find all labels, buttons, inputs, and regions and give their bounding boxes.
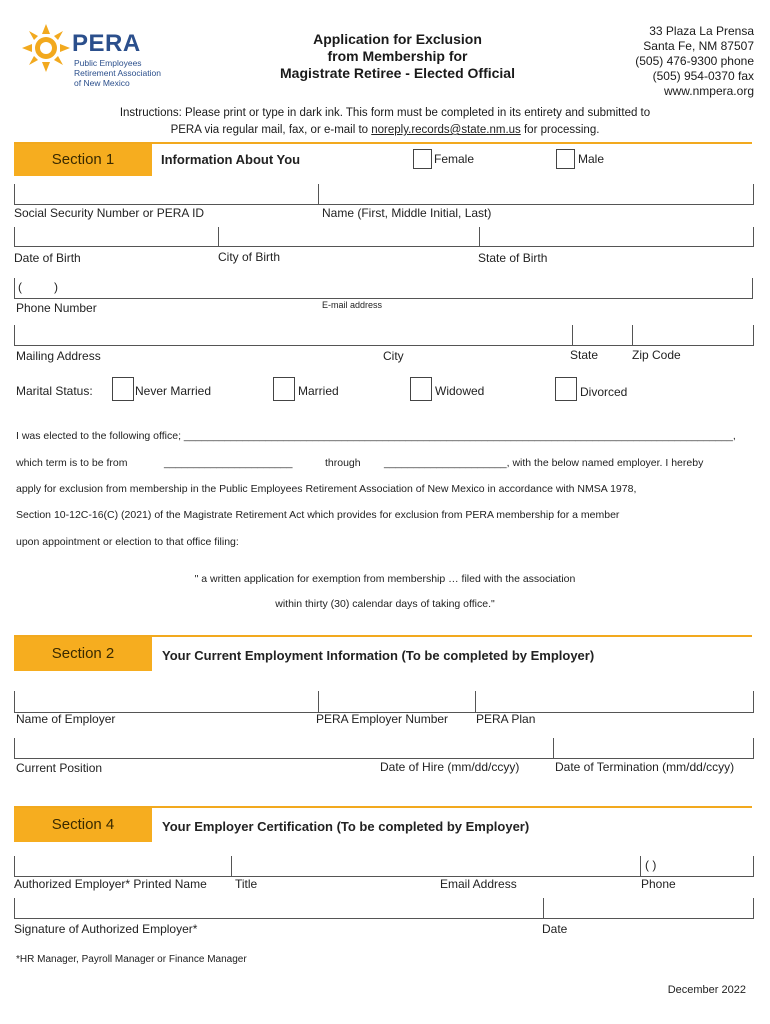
phone-paren-open: ( <box>18 280 22 294</box>
city-of-birth-field[interactable] <box>218 227 480 247</box>
employer-number-label: PERA Employer Number <box>316 712 449 726</box>
section-4-title: Your Employer Certification (To be completed by Employer) <box>162 819 530 834</box>
state-label: State <box>570 348 599 362</box>
address-phone: (505) 476-9300 phone <box>635 54 754 68</box>
signature-date-field[interactable] <box>543 898 754 919</box>
name-field[interactable] <box>318 184 754 205</box>
zip-label: Zip Code <box>632 348 681 362</box>
printed-name-label: Authorized Employer* Printed Name <box>14 877 207 891</box>
instructions <box>20 105 750 139</box>
instructions-line-2 <box>20 122 750 139</box>
state-of-birth-field[interactable] <box>479 227 754 247</box>
employer-name-field[interactable] <box>14 691 319 713</box>
signature-date-label: Date <box>542 922 568 936</box>
state-field[interactable] <box>572 325 633 346</box>
phone-label: Phone Number <box>16 301 97 315</box>
zip-field[interactable] <box>632 325 754 346</box>
current-position-label: Current Position <box>16 761 103 775</box>
section-2-title: Your Current Employment Information (To be completed by Employer) <box>162 648 595 663</box>
current-position-field[interactable] <box>14 738 380 759</box>
divorced-checkbox[interactable] <box>555 377 577 401</box>
pera-logo <box>20 18 170 93</box>
statute-quote-line-2: within thirty (30) calendar days of taking office." <box>275 598 495 610</box>
address-line-1: 33 Plaza La Prensa <box>649 24 754 38</box>
logo-sub-1: Public Employees <box>74 58 142 68</box>
instructions-line-1: Instructions: Please print or type in dark ink. This form must be completed in its entirety and submitted to <box>119 107 651 119</box>
section-1-tab: Section 1 <box>14 144 152 176</box>
email-field[interactable] <box>318 278 753 299</box>
city-label: City <box>383 349 404 363</box>
logo-sub-2: Retirement Association <box>74 68 161 78</box>
married-checkbox[interactable] <box>273 377 295 401</box>
form-title-line-3: Magistrate Retiree - Elected Official <box>280 65 515 81</box>
widowed-label: Widowed <box>435 384 485 398</box>
mailing-address-field[interactable] <box>14 325 573 346</box>
employer-number-field[interactable] <box>318 691 476 713</box>
instructions-email-link[interactable]: noreply.records@state.nm.us <box>371 124 521 136</box>
instructions-line-2-suffix: for processing. <box>520 124 600 136</box>
employer-phone-label: Phone <box>641 877 676 891</box>
form-title-line-2: from Membership for <box>327 48 468 64</box>
section-1-title: Information About You <box>161 152 301 167</box>
form-title-line-1: Application for Exclusion <box>313 31 482 47</box>
signature-field[interactable] <box>14 898 544 919</box>
state-of-birth-label: State of Birth <box>478 251 548 265</box>
footnote: *HR Manager, Payroll Manager or Finance Manager <box>16 954 247 965</box>
statement-line-3: apply for exclusion from membership in the Public Employees Retirement Association of New Mexico in accordance with NMSA 1978, <box>16 483 637 495</box>
female-checkbox[interactable] <box>413 149 432 169</box>
ssn-label: Social Security Number or PERA ID <box>14 206 205 220</box>
employer-email-label: Email Address <box>440 877 517 891</box>
pera-plan-field[interactable] <box>475 691 754 713</box>
employer-phone-paren: ( ) <box>645 858 657 872</box>
address-website[interactable]: www.nmpera.org <box>663 84 754 98</box>
printed-name-field[interactable] <box>14 856 232 877</box>
revision-date: December 2022 <box>667 984 746 996</box>
termination-date-label: Date of Termination (mm/dd/ccyy) <box>555 760 735 774</box>
employer-phone-field[interactable] <box>640 856 754 877</box>
phone-paren-close: ) <box>54 280 58 294</box>
never-married-checkbox[interactable] <box>112 377 134 401</box>
divorced-label: Divorced <box>580 385 628 399</box>
city-of-birth-label: City of Birth <box>218 250 281 264</box>
address-line-2: Santa Fe, NM 87507 <box>643 39 754 53</box>
statement-line-2-through: through <box>325 457 361 469</box>
instructions-line-2-prefix: PERA via regular mail, fax, or e-mail to <box>170 124 372 136</box>
pera-plan-label: PERA Plan <box>476 712 536 726</box>
mailing-address-label: Mailing Address <box>16 349 101 363</box>
email-label: E-mail address <box>322 300 383 310</box>
hire-date-field[interactable] <box>379 738 553 759</box>
male-checkbox[interactable] <box>556 149 575 169</box>
statement-line-4: Section 10-12C-16(C) (2021) of the Magistrate Retirement Act which provides for exclusion from PERA membership for a member <box>16 509 620 521</box>
married-label: Married <box>298 384 339 398</box>
statute-quote-line-1: " a written application for exemption from membership … filed with the association <box>194 573 576 585</box>
male-label: Male <box>578 152 605 166</box>
pera-address-block <box>580 24 754 99</box>
name-label: Name (First, Middle Initial, Last) <box>322 206 492 220</box>
section-4-tab: Section 4 <box>14 808 152 842</box>
dob-field[interactable] <box>14 227 219 247</box>
title-field[interactable] <box>231 856 442 877</box>
employer-name-label: Name of Employer <box>16 712 116 726</box>
sun-logo-icon <box>20 22 72 74</box>
logo-sub-3: of New Mexico <box>74 78 130 88</box>
term-start-blank[interactable]: ______________________ <box>164 457 293 469</box>
employer-email-field[interactable] <box>441 856 640 877</box>
logo-wordmark: PERA <box>72 30 141 57</box>
section-2-tab: Section 2 <box>14 637 152 671</box>
phone-field[interactable] <box>14 278 319 299</box>
dob-label: Date of Birth <box>14 251 81 265</box>
form-title <box>255 31 540 82</box>
statement-line-5: upon appointment or election to that office filing: <box>16 536 239 548</box>
never-married-label: Never Married <box>135 384 212 398</box>
address-fax: (505) 954-0370 fax <box>652 69 754 83</box>
statement-line-1: I was elected to the following office; ______________________________________________________________________________________________, <box>16 430 736 442</box>
title-label: Title <box>235 877 258 891</box>
marital-status-label: Marital Status: <box>16 384 93 398</box>
signature-label: Signature of Authorized Employer* <box>14 922 198 936</box>
statement-line-2-prefix: which term is to be from <box>16 457 128 469</box>
hire-date-label: Date of Hire (mm/dd/ccyy) <box>380 760 520 774</box>
term-end-blank[interactable]: _____________________, with the below named employer. I hereby <box>384 457 704 469</box>
female-label: Female <box>434 152 475 166</box>
ssn-field[interactable] <box>14 184 319 205</box>
termination-date-field[interactable] <box>553 738 754 759</box>
widowed-checkbox[interactable] <box>410 377 432 401</box>
